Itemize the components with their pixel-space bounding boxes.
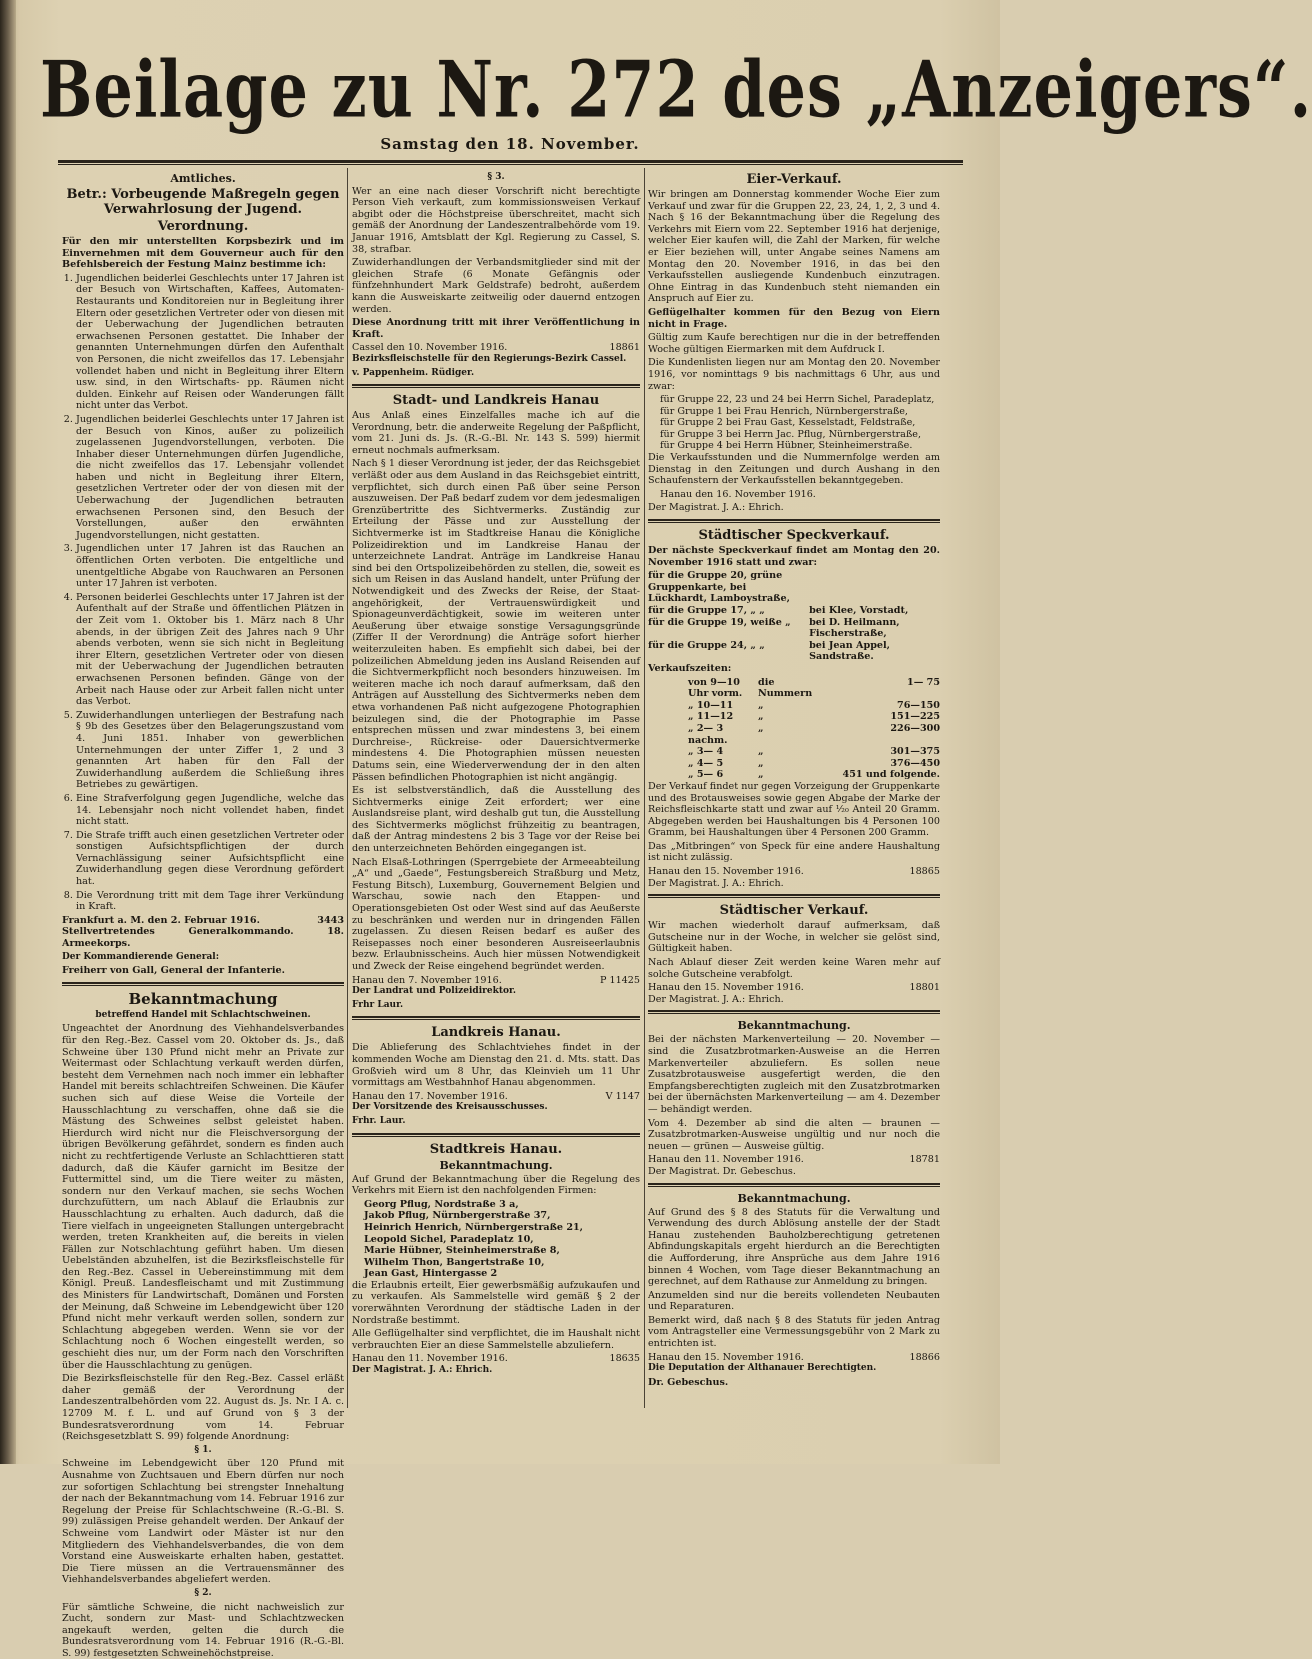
table-cell: 1— 75: [818, 677, 940, 700]
list-item: Jakob Pflug, Nürnbergerstraße 37,: [364, 1210, 640, 1222]
table-cell: „: [758, 758, 818, 770]
paragraph: Für den mir unterstellten Korpsbezirk und im Einvernehmen mit dem Gouverneur auch für den Befehlsbereich der Festung Mainz bestimme ich:: [62, 236, 344, 271]
paragraph: Die Bezirksfleischstelle für den Reg.-Bez. Cassel erläßt daher gemäß der Verordnung der Landeszentralbehörden vom 22. August ds. Js. Nr. I A. c. 12709 M. f. L. und auf Grund von § 3 der Bundesratsverordnung vom 14. Februar (Reichsgesetzblatt S. 99) folgende Anordnung:: [62, 1373, 344, 1443]
table-cell: für die Gruppe 17, „ „: [648, 605, 805, 617]
section-mark: § 2.: [62, 1588, 344, 1600]
signature-line: [352, 1091, 640, 1103]
table-cell: „: [758, 769, 818, 781]
paragraph: Geflügelhalter kommen für den Bezug von Eiern nicht in Frage.: [648, 307, 940, 330]
table-cell: bei D. Heilmann, Fischerstraße,: [809, 617, 940, 640]
place-date: Hanau den 15. November 1916.: [648, 982, 804, 994]
reference-number: V 1147: [606, 1091, 640, 1103]
binding-gutter: [0, 0, 16, 1464]
table-cell: „: [758, 711, 818, 723]
separator: [352, 1016, 640, 1020]
signatory: Der Magistrat. Dr. Gebeschus.: [648, 1166, 940, 1178]
paragraph: Wer an eine nach dieser Vorschrift nicht berechtigte Person Vieh verkauft, zum kommissionsweisen Verkauf abgibt oder die Höchstpreise überschreitet, macht sich gemäß der Anordnung der Landeszentralbehörde vom 19. Januar 1916, Amtsblatt der Kgl. Regierung zu Cassel, S. 38, strafbar.: [352, 186, 640, 256]
signatory: Der Magistrat. J. A.: Ehrich.: [648, 878, 940, 890]
group-list: [648, 394, 940, 452]
list-item: für Gruppe 1 bei Frau Henrich, Nürnbergerstraße,: [660, 406, 940, 418]
table-cell: 451 und folgende.: [818, 769, 940, 781]
signatory: Frhr. Laur.: [352, 1116, 640, 1128]
table-label: Verkaufszeiten:: [648, 663, 940, 675]
paragraph: Alle Geflügelhalter sind verpflichtet, die im Haushalt nicht verbrauchten Eier an diese Sammelstelle abzuliefern.: [352, 1328, 640, 1351]
paragraph: Nach Elsaß-Lothringen (Sperrgebiete der Armeeabteilung „A“ und „Gaede“, Festungsbereich Straßburg und Metz, Festung Bitsch), Luxemburg, Gouvernement Belgien und Warschau, sowie nach den Etappen- und Operationsgebieten Ost oder West sind auf das Aeußerste zu beschränken und werden nur in dringenden Fällen zugelassen. Zu diesen Reisen bedarf es außer des Reisepasses noch einer besonderen Ausreiseerlaubnis bezw. Erlaubnisscheins. Auch hier müssen Notwendigkeit und Zweck der Reise eingehend begründet werden.: [352, 857, 640, 973]
table-cell: „ 4— 5: [688, 758, 758, 770]
table-cell: 151—225: [818, 711, 940, 723]
table-cell: für die Gruppe 24, „ „: [648, 640, 805, 663]
section-label: Amtliches.: [62, 172, 344, 185]
article-title: Landkreis Hanau.: [352, 1025, 640, 1040]
signature-line: [648, 866, 940, 878]
paragraph: Der Verkauf findet nur gegen Vorzeigung der Gruppenkarte und des Brotausweises sowie gegen Abgabe der Marke der Reichsfleischkarte statt und zwar auf ¹⁄₂₀ Anteil 20 Gramm. Abgegeben werden bei Haushaltungen bis 4 Personen 100 Gramm, bei Haushaltungen über 4 Personen 200 Gramm.: [648, 781, 940, 839]
place-date: Hanau den 16. November 1916.: [648, 489, 940, 501]
article-title: Bekanntmachung.: [648, 1192, 940, 1205]
authority: Die Deputation der Althanauer Berechtigten.: [648, 1363, 940, 1375]
reference-number: 3443: [317, 915, 344, 927]
paragraph: Ungeachtet der Anordnung des Viehhandelsverbandes für den Reg.-Bez. Cassel vom 20. Oktober ds. Js., daß Schweine über 130 Pfund nicht mehr an Private zur Weitermast oder Schlachtung verkauft werden dürfen, besteht dem Vernehmen nach noch immer ein lebhafter Handel mit bereits schlachtreifen Schweinen. Die Käufer suchen sich auf diese Weise die Vorteile der Hausschlachtung zu verschaffen, ohne daß sie die Mästung des Schweines selbst geleistet haben. Hierdurch wird nicht nur die Fleischversorgung der übrigen Bevölkerung gefährdet, sondern es finden auch nicht zu rechtfertigende Verluste an Schlachttieren statt dadurch, daß die Käufer garnicht im Besitze der Futtermittel sind, um die Tiere weiter zu mästen, sondern nur den Verkauf machen, sie sechs Wochen durchzufüttern, um nach Ablauf die Erlaubnis zur Hausschlachtung zu erhalten. Auch dadurch, daß die Tiere vielfach in ungeeigneten Stallungen untergebracht werden, treten Krankheiten auf, die bereits in vielen Fällen zur Notschlachtung geführt haben. Um diesen Uebelständen abzuhelfen, ist die Bezirksfleischstelle für den Reg.-Bez. Cassel in Uebereinstimmung mit dem Königl. Preuß. Landesfleischamt und mit Zustimmung des Ministers für Landwirtschaft, Domänen und Forsten der Meinung, daß Schweine im Lebendgewicht über 120 Pfund nicht mehr verkauft werden sollen, sondern zur Schlachtung abgegeben werden. Wenn sie vor der Schlachtung noch 6 Wochen eingestellt werden, so geschieht dies nur, um der Form nach den Vorschriften über die Hausschlachtung zu genügen.: [62, 1023, 344, 1371]
separator: [648, 1183, 940, 1187]
place-date: Hanau den 15. November 1916.: [648, 866, 804, 878]
column-1: [62, 170, 344, 1405]
article-title: Betr.: Vorbeugende Maßregeln gegen Verwahrlosung der Jugend.: [62, 187, 344, 217]
authority: Bezirksfleischstelle für den Regierungs-Bezirk Cassel.: [352, 354, 640, 366]
separator: [648, 894, 940, 898]
separator: [648, 1010, 940, 1014]
table-cell: 76—150: [818, 700, 940, 712]
paragraph: Die Kundenlisten liegen nur am Montag den 20. November 1916, vor nominttags 9 bis nachmittags 6 Uhr, aus und zwar:: [648, 357, 940, 392]
header-rule: [58, 160, 963, 163]
paragraph: Das „Mitbringen“ von Speck für eine andere Haushaltung ist nicht zulässig.: [648, 841, 940, 864]
table-cell: „: [758, 700, 818, 712]
paragraph: Es ist selbstverständlich, daß die Ausstellung des Sichtvermerks einige Zeit erfordert; wer eine Auslandsreise plant, wird deshalb gut tun, die Ausstellung des Sichtvermerks möglichst frühzeitig zu beantragen, daß der Antrag mindestens 2 bis 3 Tage vor der Reise bei den unterzeichneten Behörden eingegangen ist.: [352, 785, 640, 855]
list-item: Georg Pflug, Nordstraße 3 a,: [364, 1199, 640, 1211]
separator: [62, 982, 344, 986]
section-mark: § 1.: [62, 1445, 344, 1457]
paragraph: Bei der nächsten Markenverteilung — 20. November — sind die Zusatzbrotmarken-Ausweise an die Herren Markenverteiler abzuliefern. Es sollen neue Zusatzbrotausweise ausgefertigt werden, die den Empfangsberechtigten zugleich mit den Zusatzbrotmarken bei der übernächsten Markenverteilung — am 4. Dezember — behändigt werden.: [648, 1034, 940, 1115]
list-item: für Gruppe 22, 23 und 24 bei Herrn Sichel, Paradeplatz,: [660, 394, 940, 406]
paragraph: Anzumelden sind nur die bereits vollendeten Neubauten und Reparaturen.: [648, 1290, 940, 1313]
article-subtitle: betreffend Handel mit Schlachtschweinen.: [62, 1010, 344, 1022]
list-item: Jean Gast, Hintergasse 2: [364, 1268, 640, 1280]
signatory: Der Magistrat. J. A.: Ehrich.: [648, 502, 940, 514]
table-cell: [809, 570, 940, 605]
list-item: Wilhelm Thon, Bangertstraße 10,: [364, 1257, 640, 1269]
table-cell: 226—300: [818, 723, 940, 746]
signatory: Dr. Gebeschus.: [648, 1377, 940, 1389]
masthead: Beilage zu Nr. 272 des „Anzeigers“.: [40, 40, 960, 159]
article-subtitle: Verordnung.: [62, 219, 344, 234]
place-date: Frankfurt a. M. den 2. Februar 1916.: [62, 915, 260, 927]
paragraph: Bemerkt wird, daß nach § 8 des Statuts für jeden Antrag vom Antragsteller eine Vermessungsgebühr von 2 Mark zu entrichten ist.: [648, 1315, 940, 1350]
dateline: Samstag den 18. November.: [300, 135, 720, 153]
signature-line: [352, 975, 640, 987]
table-cell: „ 11—12: [688, 711, 758, 723]
article-subtitle: Bekanntmachung.: [352, 1159, 640, 1172]
signature-line: [648, 1352, 940, 1364]
list-item: 2. Jugendlichen beiderlei Geschlechts unter 17 Jahren ist der Besuch von Kinos, außer zu polizeilich zugelassenen Jugendvorstellungen, verboten. Die Inhaber dieser Unternehmungen dürfen Jugendliche, die nicht zweifellos das 17. Lebensjahr vollendet haben und nicht in Begleitung ihrer Eltern, gesetzlichen Vertreter oder der von diesen mit der Ueberwachung der Jugendlichen betrauten erwachsenen Personen sind, den Besuch der Vorstellungen, außer den erwähnten Jugendvorstellungen, nicht gestatten.: [76, 414, 344, 542]
table-cell: von 9—10 Uhr vorm.: [688, 677, 758, 700]
separator: [648, 519, 940, 523]
column-divider-1: [347, 168, 348, 1408]
table-cell: „: [758, 746, 818, 758]
speck-table: [648, 570, 940, 663]
article-title: Stadt- und Landkreis Hanau: [352, 393, 640, 408]
signature-line: [62, 915, 344, 927]
article-title: Städtischer Verkauf.: [648, 903, 940, 918]
reference-number: P 11425: [600, 975, 640, 987]
table-cell: „ 5— 6: [688, 769, 758, 781]
article-title: Eier-Verkauf.: [648, 172, 940, 187]
signatory: Der Magistrat. J. A.: Ehrich.: [648, 994, 940, 1006]
authority-title: Der Kommandierende General:: [62, 952, 344, 964]
authority: Der Vorsitzende des Kreisausschusses.: [352, 1102, 640, 1114]
place-date: Hanau den 7. November 1916.: [352, 975, 502, 987]
paragraph: Die Verkaufsstunden und die Nummernfolge werden am Dienstag in den Zeitungen und durch Aushang in den Schaufenstern der Verkaufsstellen bekanntgegeben.: [648, 452, 940, 487]
authority: Stellvertretendes Generalkommando. 18. Armeekorps.: [62, 926, 344, 949]
paragraph: Die Ablieferung des Schlachtviehes findet in der kommenden Woche am Dienstag den 21. d. Mts. statt. Das Großvieh wird um 8 Uhr, das Kleinvieh um 11 Uhr vormittags am Westbahnhof Hanau abgenommen.: [352, 1042, 640, 1088]
paragraph: Aus Anlaß eines Einzelfalles mache ich auf die Verordnung, betr. die anderweite Regelung der Paßpflicht, vom 21. Juni ds. Js. (R.-G.-Bl. Nr. 143 S. 599) hiermit erneut nochmals aufmerksam.: [352, 410, 640, 456]
list-item: 5. Zuwiderhandlungen unterliegen der Bestrafung nach § 9b des Gesetzes über den Belagerungszustand vom 4. Juni 1851. Inhaber von gewerblichen Unternehmungen der unter Ziffer 1, 2 und 3 genannten Art haben für den Fall der Zuwiderhandlung außerdem die Schließung ihres Betriebes zu gewärtigen.: [76, 710, 344, 791]
paragraph: Nach § 1 dieser Verordnung ist jeder, der das Reichsgebiet verläßt oder aus dem Ausland in das Reichsgebiet eintritt, verpflichtet, sich durch einen Paß über seine Person auszuweisen. Der Paß bedarf zudem vor dem jedesmaligen Grenzübertritte des Sichtvermerks. Zuständig zur Erteilung der Pässe und zur Ausstellung der Sichtvermerke ist im Stadtkreise Hanau die Königliche Polizeidirektion und im Landkreise Hanau der unterzeichnete Landrat. Anträge im Landkreise Hanau sind bei den Ortspolizeibehörden zu stellen, die, soweit es sich um Reisen in das Ausland handelt, unter Prüfung der Notwendigkeit und des Zwecks der Reise, der Staat-angehörigkeit, der Vertrauenswürdigkeit und Spionageunverdächtigkeit, sowie im weiteren unter Aeußerung über etwaige sonstige Versagungsgründe (Ziffer II der Verordnung) die Anträge sofort hierher weiterzuleiten haben. Es empfiehlt sich dabei, bei der polizeilichen Abmeldung jeden ins Ausland Reisenden auf die Sichtvermerkpflicht noch besonders hinzuweisen. Im weiteren mache ich noch darauf aufmerksam, daß den Anträgen auf Ausstellung des Sichtvermerks neben dem etwa vorhandenen Paß nicht aufgezogene Photographien beizulegen sind, die der Photographie im Passe entsprechen müssen und zwar mindestens 3, bei einem Durchreise-, Rückreise- oder Dauersichtvermerke mindestens 4. Die Photographien müssen neuesten Datums sein, eine Wiederverwendung der in den alten Pässen befindlichen Photographien ist nicht angängig.: [352, 458, 640, 783]
signatory: Frhr Laur.: [352, 1000, 640, 1012]
paragraph: Wir machen wiederholt darauf aufmerksam, daß Gutscheine nur in der Woche, in welcher sie gelöst sind, Gültigkeit haben.: [648, 920, 940, 955]
list-item: 8. Die Verordnung tritt mit dem Tage ihrer Verkündung in Kraft.: [76, 890, 344, 913]
column-divider-2: [644, 168, 645, 1408]
list-item: 3. Jugendlichen unter 17 Jahren ist das Rauchen an öffentlichen Orten verboten. Die entgeltliche und unentgeltliche Abgabe von Rauchwaren an Personen unter 17 Jahren ist verboten.: [76, 543, 344, 589]
signature-line: [352, 1353, 640, 1365]
list-item: 6. Eine Strafverfolgung gegen Jugendliche, welche das 14. Lebensjahr noch nicht vollendet haben, findet nicht statt.: [76, 793, 344, 828]
list-item: 7. Die Strafe trifft auch einen gesetzlichen Vertreter oder sonstigen Aufsichtspflichtigen der durch Vernachlässigung seiner Aufsichtspflicht eine Zuwiderhandlung gegen diese Verordnung gefördert hat.: [76, 830, 344, 888]
table-cell: „: [758, 723, 818, 746]
list-item: für Gruppe 3 bei Herrn Jac. Pflug, Nürnbergerstraße,: [660, 429, 940, 441]
paragraph: Wir bringen am Donnerstag kommender Woche Eier zum Verkauf und zwar für die Gruppen 22, 23, 24, 1, 2, 3 und 4. Nach § 16 der Bekanntmachung über die Regelung des Verkehrs mit Eiern vom 22. September 1916 hat derjenige, welcher Eier kaufen will, die Zahl der Marken, für welche er Eier beziehen will, unter Angabe seines Namens am Montag den 20. November 1916, in das bei den Verkaufsstellen ausliegende Kundenbuch einzutragen. Ohne Eintrag in das Kundenbuch steht niemanden ein Anspruch auf Eier zu.: [648, 189, 940, 305]
list-item: Heinrich Henrich, Nürnbergerstraße 21,: [364, 1222, 640, 1234]
paragraph: Nach Ablauf dieser Zeit werden keine Waren mehr auf solche Gutscheine verabfolgt.: [648, 957, 940, 980]
paragraph: Schweine im Lebendgewicht über 120 Pfund mit Ausnahme von Zuchtsauen und Ebern dürfen nur noch zur sofortigen Schlachtung bei strengster Innehaltung der nach der Bekanntmachung vom 14. Februar 1916 zur Regelung der Preise für Schlachtschweine (R.-G.-Bl. S. 99) zulässigen Preise gehandelt werden. Der Ankauf der Schweine vom Landwirt oder Mäster ist nur den Mitgliedern des Viehhandelsverbandes, die von dem Vorstand eine Ausweiskarte erhalten haben, gestattet. Die Tiere müssen an die Vertrauensmänner des Viehhandelsverbandes abgeliefert werden.: [62, 1458, 344, 1586]
signatory: v. Pappenheim. Rüdiger.: [352, 368, 640, 380]
paragraph: Auf Grund der Bekanntmachung über die Regelung des Verkehrs mit Eiern ist den nachfolgenden Firmen:: [352, 1174, 640, 1197]
paragraph: Vom 4. Dezember ab sind die alten — braunen — Zusatzbrotmarken-Ausweise ungültig und nur noch die neuen — grünen — Ausweise gültig.: [648, 1118, 940, 1153]
article-title: Städtischer Speckverkauf.: [648, 528, 940, 543]
paragraph: Für sämtliche Schweine, die nicht nachweislich zur Zucht, sondern zur Mast- und Schlachtzwecken angekauft werden, gelten die durch die Bundesratsverordnung vom 14. Februar 1916 (R.-G.-Bl. S. 99) festgesetzten Schweinehöchstpreise.: [62, 1602, 344, 1659]
column-3: [648, 170, 940, 1405]
place-date: Cassel den 10. November 1916.: [352, 342, 507, 354]
place-date: Hanau den 11. November 1916.: [648, 1154, 804, 1166]
place-date: Hanau den 17. November 1916.: [352, 1091, 508, 1103]
separator: [352, 384, 640, 388]
table-cell: 301—375: [818, 746, 940, 758]
section-mark: § 3.: [352, 172, 640, 184]
reference-number: 18781: [909, 1154, 940, 1166]
table-cell: für die Gruppe 19, weiße „: [648, 617, 805, 640]
table-cell: die Nummern: [758, 677, 818, 700]
table-cell: „ 3— 4: [688, 746, 758, 758]
signature-line: [648, 982, 940, 994]
list-item: 4. Personen beiderlei Geschlechts unter 17 Jahren ist der Aufenthalt auf der Straße und öffentlichen Plätzen in der Zeit vom 1. Oktober bis 1. März nach 8 Uhr abends, in der übrigen Zeit des Jahres nach 9 Uhr abends verboten, wenn sie sich nicht in Begleitung ihrer Eltern, gesetzlichen Vertreter oder von diesen mit der Ueberwachung der Jugendlichen betrauten erwachsenen Personen befinden. Gänge von der Arbeit nach Hause oder zur Arbeit fallen nicht unter das Verbot.: [76, 592, 344, 708]
place-date: Hanau den 15. November 1916.: [648, 1352, 804, 1364]
table-cell: für die Gruppe 20, grüne Gruppenkarte, bei Lückhardt, Lamboystraße,: [648, 570, 805, 605]
signatory: Freiherr von Gall, General der Infanterie.: [62, 965, 344, 977]
signature-line: [352, 342, 640, 354]
reference-number: 18635: [609, 1353, 640, 1365]
firm-list: [352, 1199, 640, 1280]
paragraph: Gültig zum Kaufe berechtigen nur die in der betreffenden Woche gültigen Eiermarken mit dem Aufdruck I.: [648, 332, 940, 355]
table-cell: „ 2— 3 nachm.: [688, 723, 758, 746]
times-table: [648, 677, 940, 781]
signatory: Der Magistrat. J. A.: Ehrich.: [352, 1365, 640, 1377]
list-item: für Gruppe 4 bei Herrn Hübner, Steinheimerstraße.: [660, 440, 940, 452]
signature-line: [648, 1154, 940, 1166]
table-cell: „ 10—11: [688, 700, 758, 712]
reference-number: 18861: [609, 342, 640, 354]
place-date: Hanau den 11. November 1916.: [352, 1353, 508, 1365]
header-rule-thin: [58, 164, 963, 165]
reference-number: 18801: [909, 982, 940, 994]
list-item: Leopold Sichel, Paradeplatz 10,: [364, 1234, 640, 1246]
reference-number: 18866: [909, 1352, 940, 1364]
paragraph: die Erlaubnis erteilt, Eier gewerbsmäßig aufzukaufen und zu verkaufen. Als Sammelstelle wird gemäß § 2 der vorerwähnten Verordnung der städtische Laden in der Nordstraße bestimmt.: [352, 1280, 640, 1326]
paragraph: Zuwiderhandlungen der Verbandsmitglieder sind mit der gleichen Strafe (6 Monate Gefängnis oder fünfzehnhundert Mark Geldstrafe) bedroht, außerdem kann die Ausweiskarte zeitweilig oder dauernd entzogen werden.: [352, 257, 640, 315]
paragraph: Der nächste Speckverkauf findet am Montag den 20. November 1916 statt und zwar:: [648, 545, 940, 568]
reference-number: 18865: [909, 866, 940, 878]
table-cell: 376—450: [818, 758, 940, 770]
authority: Der Landrat und Polizeidirektor.: [352, 986, 640, 998]
ordinance-list: [62, 273, 344, 913]
list-item: 1. Jugendlichen beiderlei Geschlechts unter 17 Jahren ist der Besuch von Wirtschaften, Kaffees, Automaten-Restaurants und Konditoreien nur in Begleitung ihrer Eltern oder gesetzlichen Vertreter oder von diesen mit der Ueberwachung der Jugendlichen betrauten erwachsenen Personen gestattet. Die Inhaber der genannten Unternehmungen dürfen den Aufenthalt von Personen, die nicht zweifellos das 17. Lebensjahr vollendet haben und nicht in Begleitung ihrer Eltern usw. sind, in den Wirtschafts- pp. Räumen nicht dulden. Einkehr auf Reisen oder Wanderungen fällt nicht unter das Verbot.: [76, 273, 344, 412]
table-cell: bei Jean Appel, Sandstraße.: [809, 640, 940, 663]
column-2: [352, 170, 640, 1405]
table-cell: bei Klee, Vorstadt,: [809, 605, 940, 617]
paragraph: Auf Grund des § 8 des Statuts für die Verwaltung und Verwendung des durch Ablösung anstelle der der Stadt Hanau zustehenden Bauholzberechtigung getretenen Abfindungskapitals ergeht hierdurch an die Berechtigten die Aufforderung, ihre Ansprüche aus dem Jahre 1916 binnen 4 Wochen, vom Tage dieser Bekanntmachung an gerechnet, auf dem Rathause zur Anmeldung zu bringen.: [648, 1207, 940, 1288]
paragraph: Diese Anordnung tritt mit ihrer Veröffentlichung in Kraft.: [352, 317, 640, 340]
list-item: Marie Hübner, Steinheimerstraße 8,: [364, 1245, 640, 1257]
list-item: für Gruppe 2 bei Frau Gast, Kesselstadt, Feldstraße,: [660, 417, 940, 429]
article-title: Stadtkreis Hanau.: [352, 1142, 640, 1157]
article-title: Bekanntmachung.: [648, 1019, 940, 1032]
article-title: Bekanntmachung: [62, 991, 344, 1008]
separator: [352, 1133, 640, 1137]
